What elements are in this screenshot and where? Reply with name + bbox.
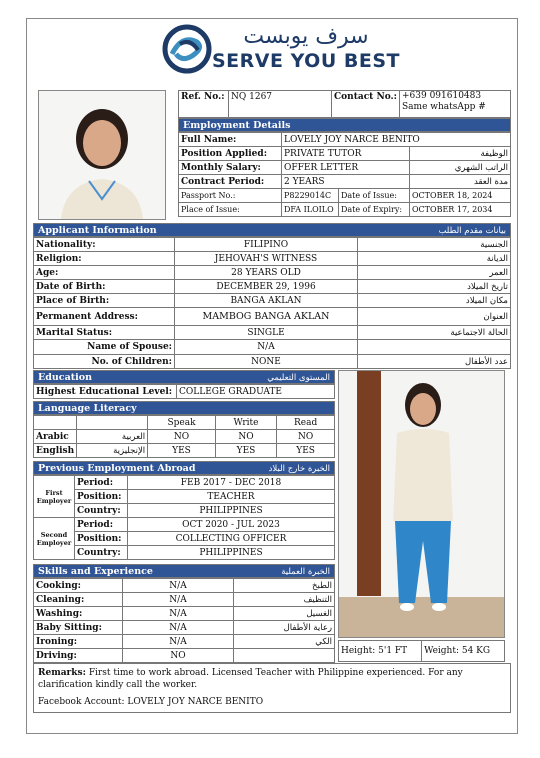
ref-contact-table [178, 90, 511, 118]
text-cell: الإنجليزية [77, 444, 148, 458]
table-row [179, 189, 511, 203]
text-cell: OCT 2020 - JUL 2023 [128, 518, 335, 532]
position-ar: الوظيفة [410, 147, 511, 161]
table-row [34, 593, 335, 607]
table-row [34, 504, 335, 518]
text-cell: FEB 2017 - DEC 2018 [128, 476, 335, 490]
language-header [33, 401, 335, 415]
text-cell: Skills and Experience [38, 566, 153, 577]
text-cell: التنظيف [234, 593, 335, 607]
place-issue-label: Place of Issue: [179, 203, 282, 217]
contract-ar: مدة العقد [410, 175, 511, 189]
text-cell: المستوى التعليمي [267, 373, 330, 383]
text-cell: الحالة الاجتماعية [358, 326, 511, 340]
salary-value: OFFER LETTER [282, 161, 410, 175]
text-cell: Cleaning: [34, 593, 123, 607]
table-row [34, 308, 511, 326]
table-row [34, 252, 511, 266]
text-cell: Place of Birth: [34, 294, 175, 308]
passport-label: Passport No.: [179, 189, 282, 203]
table-row [34, 294, 511, 308]
text-cell: TEACHER [128, 490, 335, 504]
text-cell: Arabic [34, 430, 77, 444]
text-cell: Position: [75, 532, 128, 546]
education-header [33, 370, 335, 384]
remarks-text: First time to work abroad. Licensed Teacher with Philippine experienced. For any clarification kindly call the worker. [38, 668, 463, 690]
text-cell: الخبرة خارج البلاد [268, 464, 330, 474]
text-cell: Employment Details [183, 120, 291, 131]
table-row [34, 635, 335, 649]
text-cell: COLLECTING OFFICER [128, 532, 335, 546]
text-cell: First Employer [34, 476, 75, 518]
table-row [34, 546, 335, 560]
text-cell: N/A [123, 607, 234, 621]
text-cell [234, 649, 335, 663]
text-cell: NO [215, 430, 276, 444]
text-cell: Applicant Information [38, 225, 157, 236]
position-value: PRIVATE TUTOR [282, 147, 410, 161]
text-cell: 28 YEARS OLD [175, 266, 358, 280]
table-row [34, 416, 335, 430]
text-cell: Speak [148, 416, 216, 430]
text-cell: Country: [75, 546, 128, 560]
table-row [34, 532, 335, 546]
text-cell: Religion: [34, 252, 175, 266]
text-cell: Driving: [34, 649, 123, 663]
text-cell: N/A [123, 579, 234, 593]
logo-english: SERVE YOU BEST [212, 50, 400, 72]
portrait-icon [39, 91, 165, 219]
ref-value: NQ 1267 [229, 91, 332, 118]
table-row [34, 430, 335, 444]
text-cell: مكان الميلاد [358, 294, 511, 308]
table-row [34, 607, 335, 621]
text-cell: Education [38, 372, 92, 383]
text-cell: Previous Employment Abroad [38, 463, 196, 474]
text-cell: NO [123, 649, 234, 663]
text-cell: Baby Sitting: [34, 621, 123, 635]
text-cell: SINGLE [175, 326, 358, 340]
contact-note: Same whatsApp # [402, 102, 486, 112]
text-cell: الطبخ [234, 579, 335, 593]
text-cell: YES [277, 444, 335, 458]
logo-mark-icon [162, 24, 212, 74]
text-cell: العربية [77, 430, 148, 444]
text-cell: Cooking: [34, 579, 123, 593]
skills-header [33, 564, 335, 578]
language-table [33, 415, 335, 458]
full-name-label: Full Name: [179, 133, 282, 147]
company-logo [162, 24, 402, 76]
issue-date-value: OCTOBER 18, 2024 [410, 189, 511, 203]
text-cell: Highest Educational Level: [34, 385, 177, 399]
text-cell: رعاية الأطفال [234, 621, 335, 635]
text-cell: Age: [34, 266, 175, 280]
text-cell: Country: [75, 504, 128, 518]
text-cell: MAMBOG BANGA AKLAN [175, 308, 358, 326]
table-row [34, 444, 335, 458]
table-row [179, 147, 511, 161]
text-cell: N/A [123, 635, 234, 649]
text-cell: N/A [175, 340, 358, 355]
measure-table [338, 640, 505, 662]
position-label: Position Applied: [179, 147, 282, 161]
text-cell: بيانات مقدم الطلب [438, 226, 506, 236]
text-cell: NO [148, 430, 216, 444]
text-cell: Marital Status: [34, 326, 175, 340]
place-issue-value: DFA ILOILO [282, 203, 339, 217]
table-row [34, 340, 511, 355]
profile-photo [38, 90, 166, 220]
table-row [34, 326, 511, 340]
table-row [34, 280, 511, 294]
text-cell: YES [215, 444, 276, 458]
passport-value: P8229014C [282, 189, 339, 203]
employment-table [178, 132, 511, 217]
text-cell: No. of Children: [34, 355, 175, 369]
table-row [34, 621, 335, 635]
table-row [34, 649, 335, 663]
remarks-label: Remarks: [38, 668, 86, 678]
contact-label: Contact No.: [332, 91, 400, 118]
table-row [179, 133, 511, 147]
table-row [34, 579, 335, 593]
issue-date-label: Date of Issue: [339, 189, 410, 203]
text-cell: Read [277, 416, 335, 430]
full-body-photo [338, 370, 505, 638]
text-cell: Washing: [34, 607, 123, 621]
full-name-value: LOVELY JOY NARCE BENITO [282, 133, 511, 147]
text-cell: N/A [123, 593, 234, 607]
text-cell: Permanent Address: [34, 308, 175, 326]
text-cell: COLLEGE GRADUATE [177, 385, 335, 399]
previous-table [33, 475, 335, 560]
text-cell: العنوان [358, 308, 511, 326]
text-cell: Second Employer [34, 518, 75, 560]
text-cell: الخبرة العملية [281, 567, 330, 577]
contact-value: +639 091610483 [402, 91, 482, 101]
logo-arabic: سرف يوبست [243, 24, 369, 49]
text-cell: FILIPINO [175, 238, 358, 252]
applicant-table [33, 237, 511, 369]
text-cell: NONE [175, 355, 358, 369]
table-row [34, 476, 335, 490]
expiry-label: Date of Expiry: [339, 203, 410, 217]
ref-label: Ref. No.: [179, 91, 229, 118]
table-row [34, 385, 335, 399]
text-cell: الغسيل [234, 607, 335, 621]
text-cell: Ironing: [34, 635, 123, 649]
contract-label: Contract Period: [179, 175, 282, 189]
text-cell: English [34, 444, 77, 458]
table-row [179, 175, 511, 189]
employment-header [178, 118, 511, 132]
text-cell: DECEMBER 29, 1996 [175, 280, 358, 294]
text-cell: الجنسية [358, 238, 511, 252]
skills-table [33, 578, 335, 663]
table-row [34, 266, 511, 280]
text-cell: العمر [358, 266, 511, 280]
text-cell: الديانة [358, 252, 511, 266]
full-body-figure-icon [339, 371, 504, 637]
text-cell: N/A [123, 621, 234, 635]
table-row [179, 203, 511, 217]
text-cell: PHILIPPINES [128, 504, 335, 518]
table-row [179, 161, 511, 175]
text-cell: Nationality: [34, 238, 175, 252]
facebook-account: Facebook Account: LOVELY JOY NARCE BENITO [38, 697, 264, 707]
text-cell: JEHOVAH'S WITNESS [175, 252, 358, 266]
text-cell: الكي [234, 635, 335, 649]
text-cell: BANGA AKLAN [175, 294, 358, 308]
applicant-header [33, 223, 511, 237]
height-value: Height: 5'1 FT [339, 641, 422, 662]
text-cell: تاريخ الميلاد [358, 280, 511, 294]
text-cell: عدد الأطفال [358, 355, 511, 369]
text-cell: Period: [75, 518, 128, 532]
table-row [34, 518, 335, 532]
remarks-box [33, 663, 511, 713]
text-cell: Write [215, 416, 276, 430]
education-table [33, 384, 335, 399]
text-cell: Language Literacy [38, 403, 137, 414]
text-cell: Position: [75, 490, 128, 504]
text-cell: PHILIPPINES [128, 546, 335, 560]
table-row [339, 641, 505, 662]
weight-value: Weight: 54 KG [422, 641, 505, 662]
table-row [34, 490, 335, 504]
text-cell: Name of Spouse: [34, 340, 175, 355]
table-row [34, 238, 511, 252]
table-row [34, 355, 511, 369]
text-cell: NO [277, 430, 335, 444]
expiry-value: OCTOBER 17, 2034 [410, 203, 511, 217]
salary-label: Monthly Salary: [179, 161, 282, 175]
salary-ar: الراتب الشهري [410, 161, 511, 175]
text-cell: Period: [75, 476, 128, 490]
previous-header [33, 461, 335, 475]
text-cell: YES [148, 444, 216, 458]
contract-value: 2 YEARS [282, 175, 410, 189]
text-cell: Date of Birth: [34, 280, 175, 294]
